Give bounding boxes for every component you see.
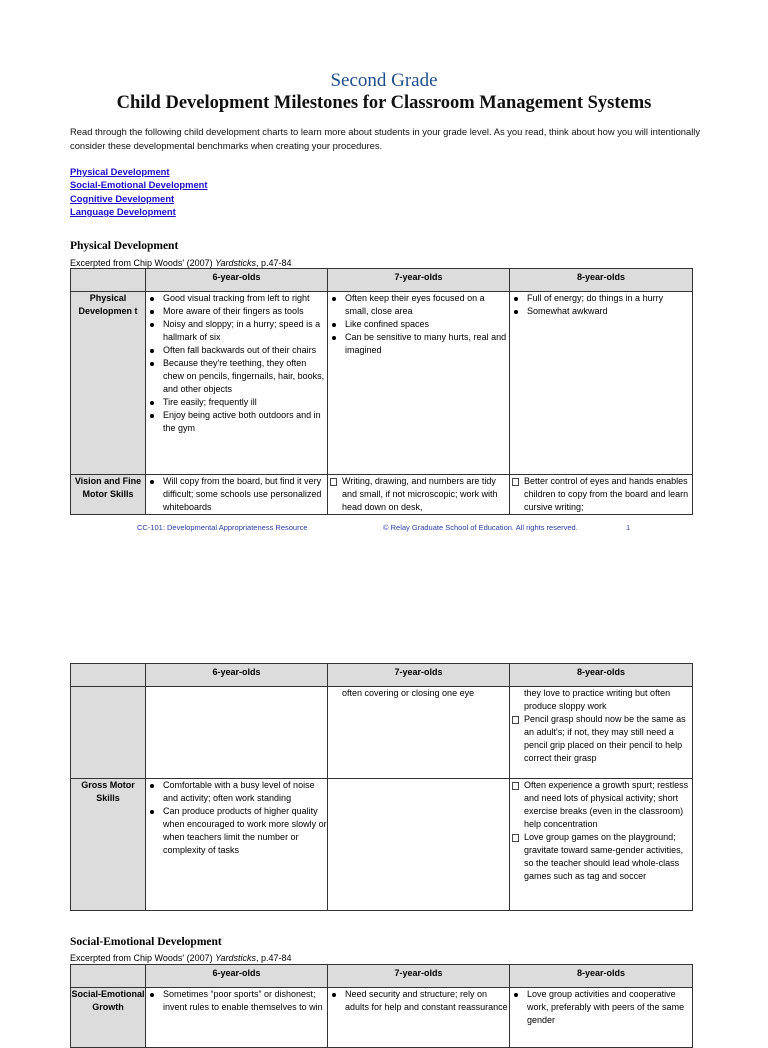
list-item: Good visual tracking from left to right <box>146 292 327 305</box>
table-row <box>71 687 693 779</box>
checkbox-list <box>328 475 509 514</box>
row-header: Vision and Fine Motor Skills <box>71 475 146 515</box>
column-header: 6-year-olds <box>146 269 328 292</box>
checkbox-list <box>510 475 692 514</box>
table-row <box>71 292 693 475</box>
page-number: 1 <box>626 523 631 532</box>
bullet-list <box>510 988 692 1027</box>
column-header: 8-year-olds <box>510 965 693 988</box>
column-header: 7-year-olds <box>328 965 510 988</box>
row-header: Gross Motor Skills <box>71 779 146 911</box>
list-item: Noisy and sloppy; in a hurry; speed is a hallmark of six <box>146 318 327 344</box>
list-item: Better control of eyes and hands enables children to copy from the board and learn cursive writing; <box>510 475 692 514</box>
corner-cell <box>71 269 146 292</box>
table-row <box>71 988 693 1048</box>
list-item: Love group activities and cooperative work, preferably with peers of the same gender <box>510 988 692 1027</box>
physical-excerpt: Excerpted from Chip Woods' (2007) Yardsticks, p.47-84 <box>70 258 292 268</box>
link-language-development[interactable]: Language Development <box>70 205 176 217</box>
column-header: 8-year-olds <box>510 269 693 292</box>
row-header: Physical Developmen t <box>71 292 146 475</box>
social-heading: Social-Emotional Development <box>70 936 222 948</box>
physical-heading: Physical Development <box>70 240 179 252</box>
list-item: Writing, drawing, and numbers are tidy and small, if not microscopic; work with head down on desk, <box>328 475 509 514</box>
list-item: More aware of their fingers as tools <box>146 305 327 318</box>
column-header: 6-year-olds <box>146 664 328 687</box>
list-item: Need security and structure; rely on adults for help and constant reassurance <box>328 988 509 1014</box>
list-item: Enjoy being active both outdoors and in the gym <box>146 409 327 435</box>
social-table <box>70 964 693 1048</box>
page-subtitle: Child Development Milestones for Classroom Management Systems <box>116 93 652 113</box>
checkbox-list <box>510 713 692 765</box>
list-item: Somewhat awkward <box>510 305 692 318</box>
section-links <box>70 165 208 218</box>
list-item: Pencil grasp should now be the same as an adult's; if not, they may still need a pencil grip placed on their pencil to help correct their grasp <box>510 713 692 765</box>
list-item: Love group games on the playground; gravitate toward same-gender activities, so the teacher should lead whole-class games such as tag and soccer <box>510 831 692 883</box>
link-social-emotional-development[interactable]: Social-Emotional Development <box>70 179 208 191</box>
list-item: Comfortable with a busy level of noise and activity; often work standing <box>146 779 327 805</box>
corner-cell <box>71 965 146 988</box>
corner-cell <box>71 664 146 687</box>
list-item: Will copy from the board, but find it very difficult; some schools use personalized whiteboards <box>146 475 327 514</box>
list-item: Because they're teething, they often chew on pencils, fingernails, hair, books, and other objects <box>146 357 327 396</box>
link-cognitive-development[interactable]: Cognitive Development <box>70 192 175 204</box>
list-item: Can produce products of higher quality when encouraged to work more slowly or when teachers limit the number or complexity of tasks <box>146 805 327 857</box>
column-header: 7-year-olds <box>328 269 510 292</box>
list-item: Like confined spaces <box>328 318 509 331</box>
row-header: Social-Emotional Growth <box>71 988 146 1048</box>
list-item: Tire easily; frequently ill <box>146 396 327 409</box>
checkbox-list <box>510 779 692 883</box>
column-header: 7-year-olds <box>328 664 510 687</box>
bullet-list <box>328 292 509 357</box>
list-item: often covering or closing one eye <box>342 688 475 698</box>
footer-left: CC-101: Developmental Appropriateness Resource <box>137 523 308 532</box>
social-excerpt: Excerpted from Chip Woods' (2007) Yardsticks, p.47-84 <box>70 953 292 963</box>
continued-text <box>328 687 509 700</box>
list-item: Often keep their eyes focused on a small, close area <box>328 292 509 318</box>
page-title: Second Grade <box>330 70 438 91</box>
column-header: 6-year-olds <box>146 965 328 988</box>
physical-table <box>70 268 693 515</box>
list-item: Can be sensitive to many hurts, real and imagined <box>328 331 509 357</box>
row-header <box>71 687 146 779</box>
bullet-list <box>146 988 327 1014</box>
continued-text: they love to practice writing but often produce sloppy work <box>524 688 671 711</box>
bullet-list <box>146 779 327 857</box>
bullet-list <box>146 292 327 435</box>
link-physical-development[interactable]: Physical Development <box>70 166 170 177</box>
footer-copyright: © Relay Graduate School of Education. All rights reserved. <box>383 523 578 532</box>
table-row <box>71 475 693 515</box>
physical-table-continued <box>70 663 693 911</box>
column-header: 8-year-olds <box>510 664 693 687</box>
list-item: Sometimes “poor sports” or dishonest; invent rules to enable themselves to win <box>146 988 327 1014</box>
table-row <box>71 779 693 911</box>
bullet-list <box>146 475 327 514</box>
intro-paragraph: Read through the following child development charts to learn more about students in your grade level. As you read, think about how you will intentionally consider these developmental benchmarks when creating your procedures. <box>70 126 701 151</box>
list-item: Often fall backwards out of their chairs <box>146 344 327 357</box>
list-item: Full of energy; do things in a hurry <box>510 292 692 305</box>
bullet-list <box>328 988 509 1014</box>
bullet-list <box>510 292 692 318</box>
list-item: Often experience a growth spurt; restless and need lots of physical activity; short exercise breaks (even in the classroom) help concentration <box>510 779 692 831</box>
